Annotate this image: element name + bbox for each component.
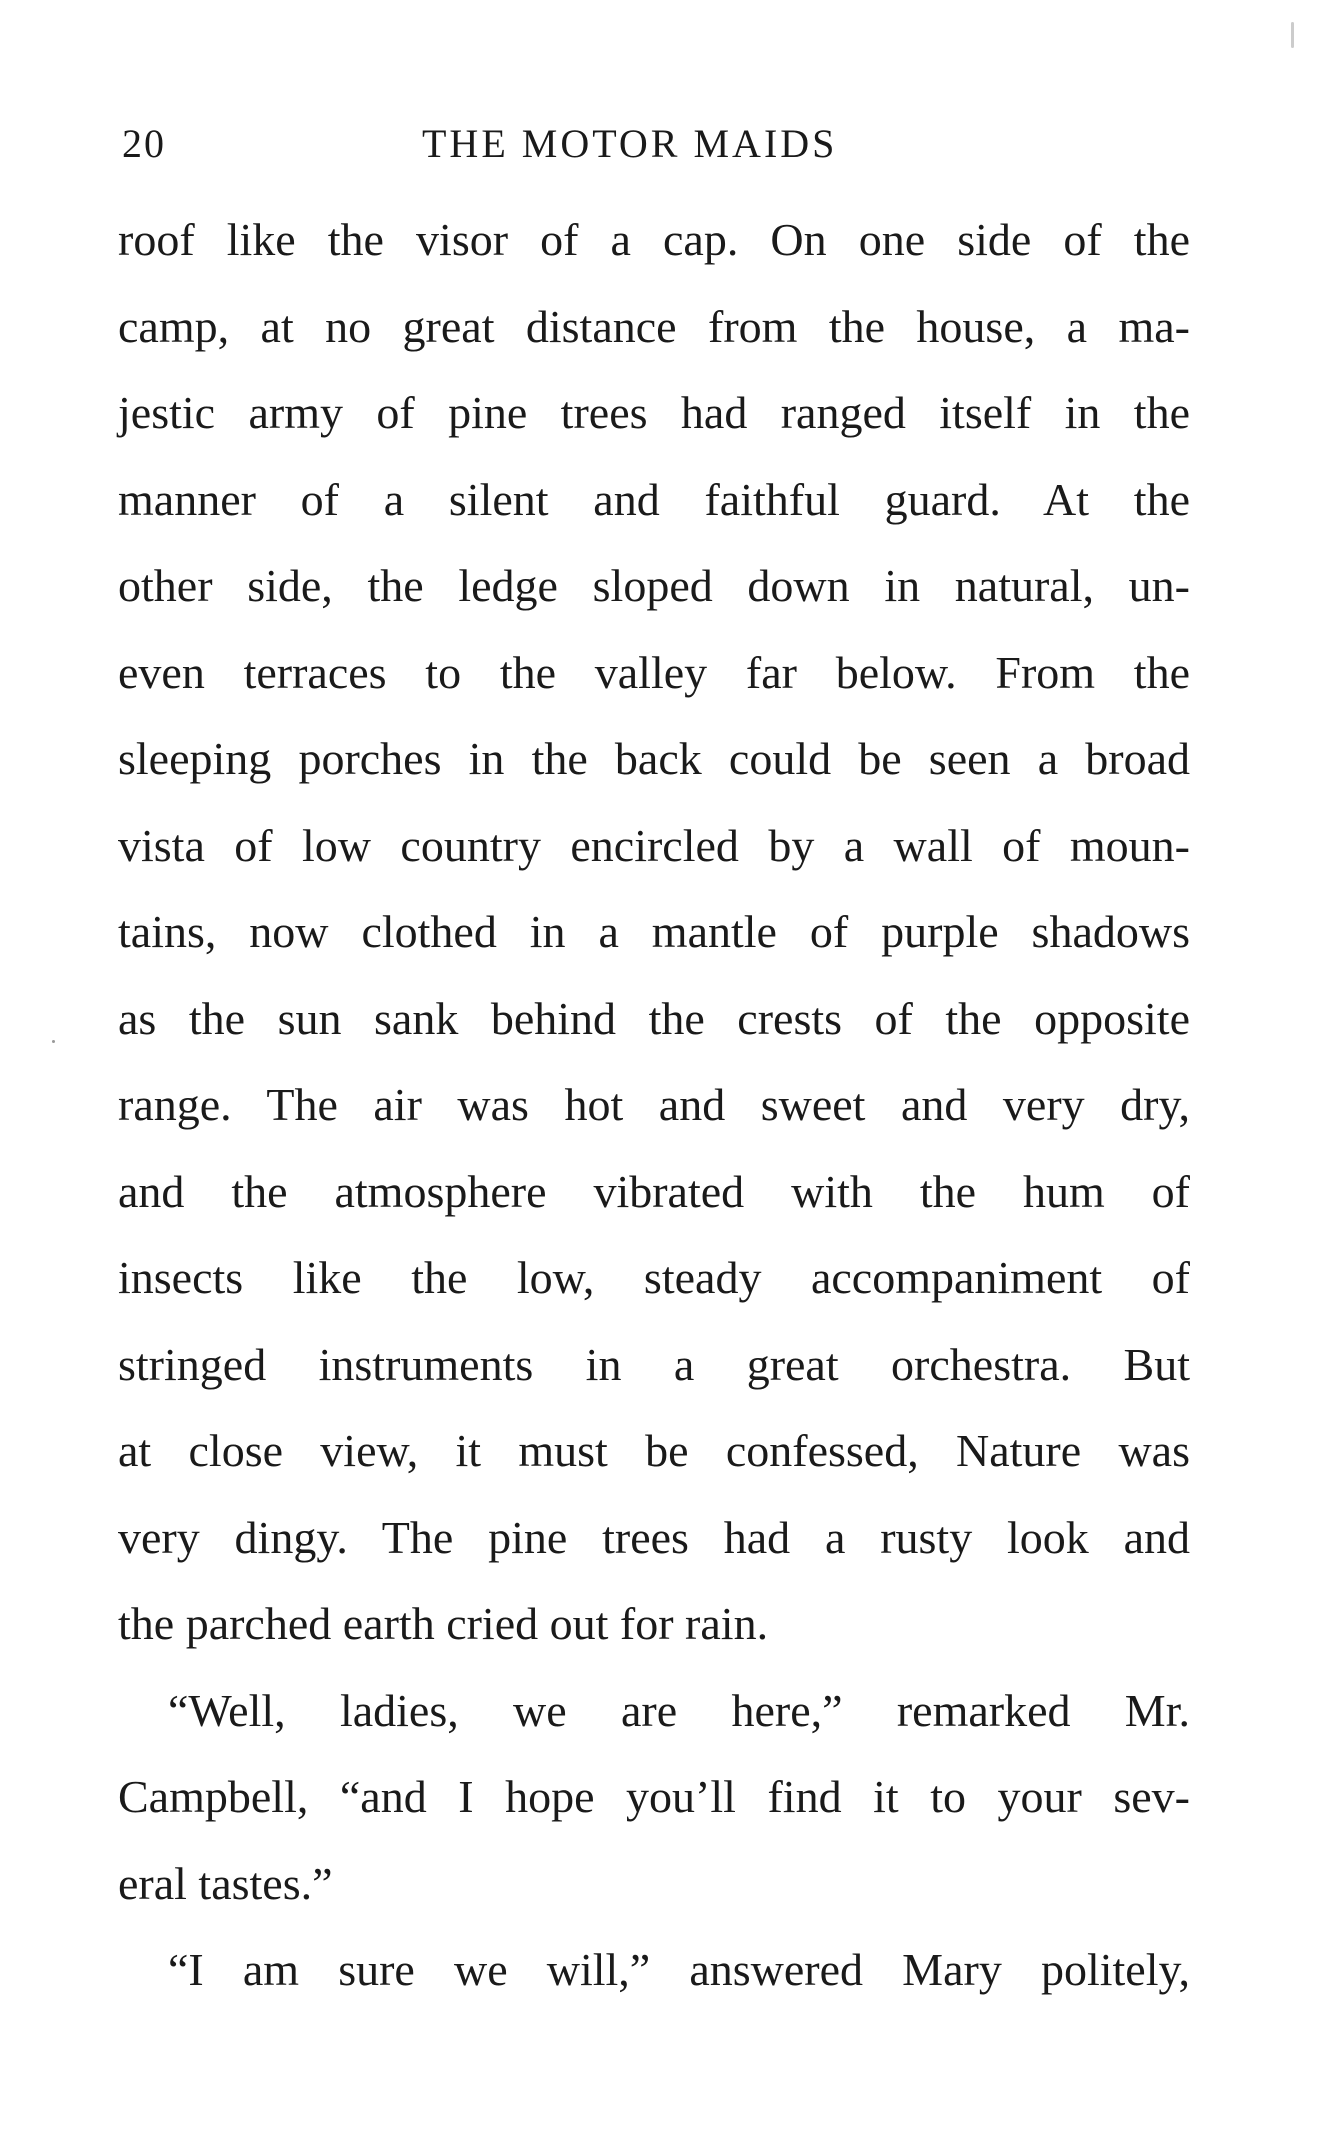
- text-line: as the sun sank behind the crests of the opposite: [118, 992, 1190, 1044]
- text-line: even terraces to the valley far below. From the: [118, 646, 1190, 698]
- running-title: THE MOTOR MAIDS: [422, 121, 838, 166]
- text-line: sleeping porches in the back could be seen a broad: [118, 733, 1190, 784]
- paper-speck: [52, 1040, 55, 1043]
- text-line: jestic army of pine trees had ranged itself in the: [118, 387, 1190, 438]
- text-line-paragraph-start: “Well, ladies, we are here,” remarked Mr.: [168, 1684, 1190, 1736]
- text-line: roof like the visor of a cap. On one side of the: [118, 214, 1190, 265]
- text-line: range. The air was hot and sweet and very dry,: [118, 1079, 1190, 1130]
- text-line: Campbell, “and I hope you’ll find it to your sev-: [118, 1771, 1190, 1822]
- text-line: stringed instruments in a great orchestra. But: [118, 1338, 1190, 1390]
- text-line-paragraph-start: “I am sure we will,” answered Mary politely,: [168, 1944, 1190, 1995]
- text-line-paragraph-end: eral tastes.”: [118, 1857, 333, 1909]
- text-line: manner of a silent and faithful guard. At the: [118, 473, 1190, 525]
- text-line: vista of low country encircled by a wall of moun-: [118, 819, 1190, 871]
- text-line: and the atmosphere vibrated with the hum of: [118, 1165, 1190, 1217]
- text-line: very dingy. The pine trees had a rusty look and: [118, 1511, 1190, 1563]
- page-number: 20: [122, 121, 166, 166]
- text-line: other side, the ledge sloped down in natural, un-: [118, 560, 1190, 611]
- text-line: at close view, it must be confessed, Nature was: [118, 1425, 1190, 1476]
- page-header: [118, 120, 1190, 180]
- paper-speck: [1291, 22, 1294, 48]
- body-text: [118, 210, 1190, 2027]
- text-line: tains, now clothed in a mantle of purple shadows: [118, 906, 1190, 957]
- text-line: insects like the low, steady accompaniment of: [118, 1252, 1190, 1303]
- text-line-paragraph-end: the parched earth cried out for rain.: [118, 1598, 769, 1649]
- text-line: camp, at no great distance from the house, a ma-: [118, 300, 1190, 352]
